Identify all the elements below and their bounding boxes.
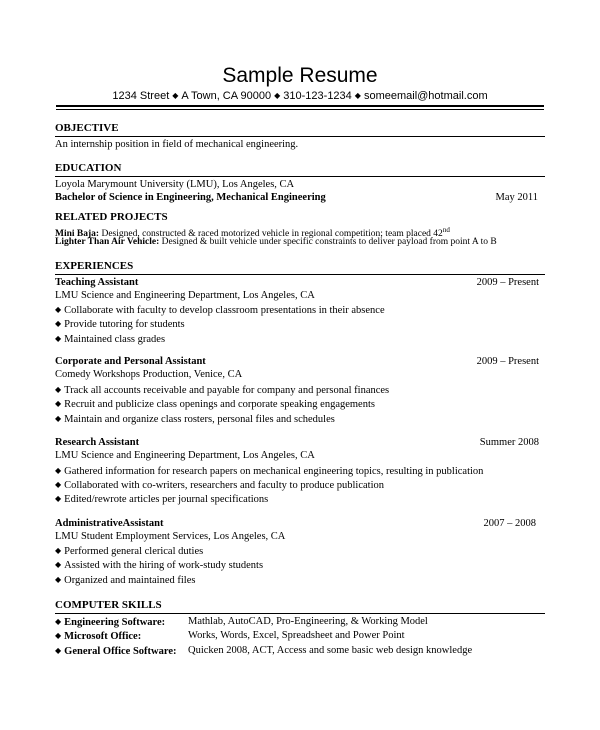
job-bullet: ◆ Collaborated with co-writers, researchers and faculty to produce publication [55, 480, 384, 491]
skill-value: Quicken 2008, ACT, Access and some basic web design knowledge [188, 645, 473, 656]
job-bullet: ◆ Performed general clerical duties [55, 546, 204, 557]
skill-value: Works, Words, Excel, Spreadsheet and Power Point [188, 630, 405, 641]
job-bullet: ◆ Maintain and organize class rosters, personal files and schedules [55, 414, 335, 425]
project-name: Mini Baja: [55, 229, 100, 240]
skill-value: Mathlab, AutoCAD, Pro-Engineering, & Working Model [188, 616, 428, 627]
job-date: Summer 2008 [479, 437, 539, 448]
projects-heading: RELATED PROJECTS [55, 211, 168, 223]
diamond-separator-icon: ◆ [274, 91, 281, 100]
education-date: May 2011 [495, 192, 538, 203]
skill-row: ◆ General Office Software: [55, 646, 177, 657]
project-desc: Designed, constructed & raced motorized vehicle in regional competition; team placed 42 [101, 229, 443, 240]
resume-title: Sample Resume [222, 64, 378, 87]
objective-heading: OBJECTIVE [55, 122, 545, 137]
job-org: LMU Science and Engineering Department, Los Angeles, CA [55, 450, 315, 461]
header-divider [56, 105, 544, 107]
job-bullet: ◆ Assisted with the hiring of work-study students [55, 560, 264, 571]
diamond-bullet-icon: ◆ [55, 466, 62, 475]
job-title: Research Assistant [55, 437, 140, 448]
project-desc: Designed & built vehicle under specific constraints to deliver payload from point A to B [161, 237, 497, 247]
education-degree: Bachelor of Science in Engineering, Mechanical Engineering [55, 192, 326, 203]
skill-label: General Office Software [64, 646, 174, 657]
objective-text: An internship position in field of mechanical engineering. [55, 139, 299, 150]
diamond-bullet-icon: ◆ [55, 399, 62, 408]
job-bullet: ◆ Recruit and publicize class openings and corporate speaking engagements [55, 399, 375, 410]
diamond-bullet-icon: ◆ [55, 494, 62, 503]
job-org: Comedy Workshops Production, Venice, CA [55, 369, 243, 380]
job-date: 2009 – Present [476, 277, 539, 288]
diamond-bullet-icon: ◆ [55, 546, 62, 555]
job-date: 2007 – 2008 [483, 518, 536, 529]
contact-street: 1234 Street [112, 90, 170, 102]
diamond-bullet-icon: ◆ [55, 646, 62, 655]
skill-label: Microsoft Office [64, 631, 138, 642]
diamond-bullet-icon: ◆ [55, 617, 62, 626]
project-desc-sup: nd [442, 226, 450, 234]
job-bullet: ◆ Track all accounts receivable and payable for company and personal finances [55, 385, 390, 396]
diamond-bullet-icon: ◆ [55, 560, 62, 569]
diamond-bullet-icon: ◆ [55, 319, 62, 328]
job-org: LMU Science and Engineering Department, Los Angeles, CA [55, 290, 315, 301]
contact-line [0, 90, 600, 102]
project-item [55, 236, 497, 249]
experiences-heading: EXPERIENCES [55, 260, 545, 275]
job-bullet: ◆ Maintained class grades [55, 334, 166, 345]
job-title: Teaching Assistant [55, 277, 139, 288]
education-heading: EDUCATION [55, 162, 545, 177]
education-school: Loyola Marymount University (LMU), Los Angeles, CA [55, 179, 295, 190]
job-title: Corporate and Personal Assistant [55, 356, 206, 367]
job-bullet: ◆ Gathered information for research papers on mechanical engineering topics, resulting in publication [55, 466, 484, 477]
job-bullet: ◆ Organized and maintained files [55, 575, 196, 586]
project-name: Lighter Than Air Vehicle: [55, 237, 160, 247]
skill-label: Engineering Software [64, 617, 162, 628]
job-bullet: ◆ Edited/rewrote articles per journal specifications [55, 494, 269, 505]
contact-city: A Town, CA 90000 [181, 90, 272, 102]
job-bullet: ◆ Collaborate with faculty to develop classroom presentations in their absence [55, 305, 385, 316]
skills-heading: COMPUTER SKILLS [55, 599, 545, 614]
skill-row: ◆ Microsoft Office: [55, 631, 142, 642]
diamond-bullet-icon: ◆ [55, 305, 62, 314]
diamond-bullet-icon: ◆ [55, 575, 62, 584]
diamond-bullet-icon: ◆ [55, 334, 62, 343]
header-divider-thin [56, 109, 544, 110]
diamond-bullet-icon: ◆ [55, 414, 62, 423]
diamond-separator-icon: ◆ [354, 91, 361, 100]
diamond-bullet-icon: ◆ [55, 385, 62, 394]
skill-row: ◆ Engineering Software: [55, 617, 166, 628]
job-title: AdministrativeAssistant [55, 518, 164, 529]
contact-email: someemail@hotmail.com [363, 90, 488, 102]
job-date: 2009 – Present [476, 356, 539, 367]
contact-phone: 310-123-1234 [283, 90, 352, 102]
job-org: LMU Student Employment Services, Los Angeles, CA [55, 531, 286, 542]
diamond-separator-icon: ◆ [172, 91, 179, 100]
job-bullet: ◆ Provide tutoring for students [55, 319, 185, 330]
diamond-bullet-icon: ◆ [55, 480, 62, 489]
diamond-bullet-icon: ◆ [55, 631, 62, 640]
